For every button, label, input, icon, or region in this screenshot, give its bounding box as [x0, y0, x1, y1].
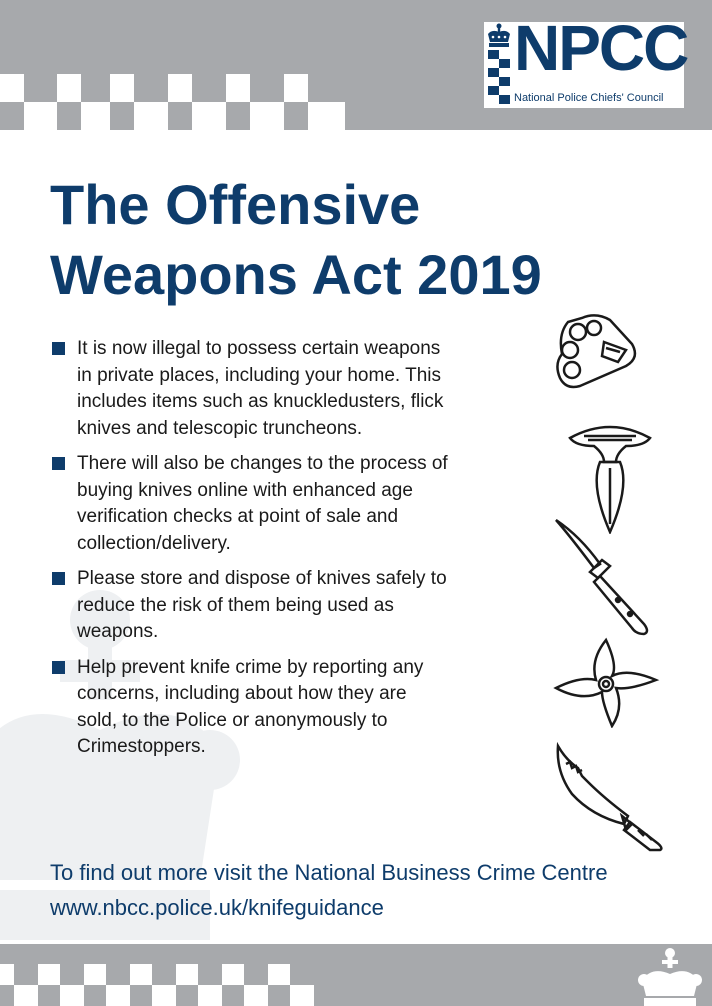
list-item	[50, 655, 450, 761]
bullet-text: Please store and dispose of knives safely to reduce the risk of them being used as weapons.	[77, 568, 447, 642]
bullet-square-icon	[52, 661, 65, 674]
checker-pattern-bottom	[0, 102, 345, 130]
checker-strip-icon	[488, 50, 510, 104]
crown-icon	[638, 946, 702, 1006]
footer-band	[0, 944, 712, 1006]
bullet-square-icon	[52, 457, 65, 470]
list-item	[50, 336, 450, 442]
bullet-text: There will also be changes to the process of buying knives online with enhanced age verification checks at point of sale and collection/delivery.	[77, 453, 448, 554]
npcc-logo	[484, 12, 688, 108]
flick-knife-icon	[550, 516, 660, 636]
list-item	[50, 451, 450, 557]
bullet-square-icon	[52, 342, 65, 355]
bullet-list	[50, 336, 450, 770]
knuckleduster-icon	[548, 314, 648, 394]
footer-info	[50, 856, 690, 926]
logo-wordmark: NPCC	[514, 12, 688, 84]
checker-pattern-footer-bottom	[0, 985, 345, 1006]
crown-icon	[486, 22, 512, 48]
page-title	[50, 170, 610, 310]
logo-tagline: National Police Chiefs' Council	[514, 92, 664, 104]
title-line-2: Weapons Act 2019	[50, 243, 542, 306]
zombie-knife-icon	[552, 742, 668, 852]
bullet-text: Help prevent knife crime by reporting any concerns, including about how they are sold, to the Police or anonymously to Crimestoppers.	[77, 656, 424, 757]
bullet-text: It is now illegal to possess certain weapons in private places, including your home. This includes items such as knuckledusters, flick knives and telescopic truncheons.	[77, 338, 444, 439]
checker-pattern-top	[0, 74, 345, 102]
footer-url-link[interactable]: www.nbcc.police.uk/knifeguidance	[50, 895, 384, 920]
header-band	[0, 0, 712, 130]
bullet-square-icon	[52, 572, 65, 585]
throwing-star-icon	[552, 636, 660, 728]
footer-more-info: To find out more visit the National Business Crime Centre	[50, 860, 608, 885]
list-item	[50, 566, 450, 646]
title-line-1: The Offensive	[50, 173, 421, 236]
checker-pattern-footer-top	[0, 964, 345, 985]
